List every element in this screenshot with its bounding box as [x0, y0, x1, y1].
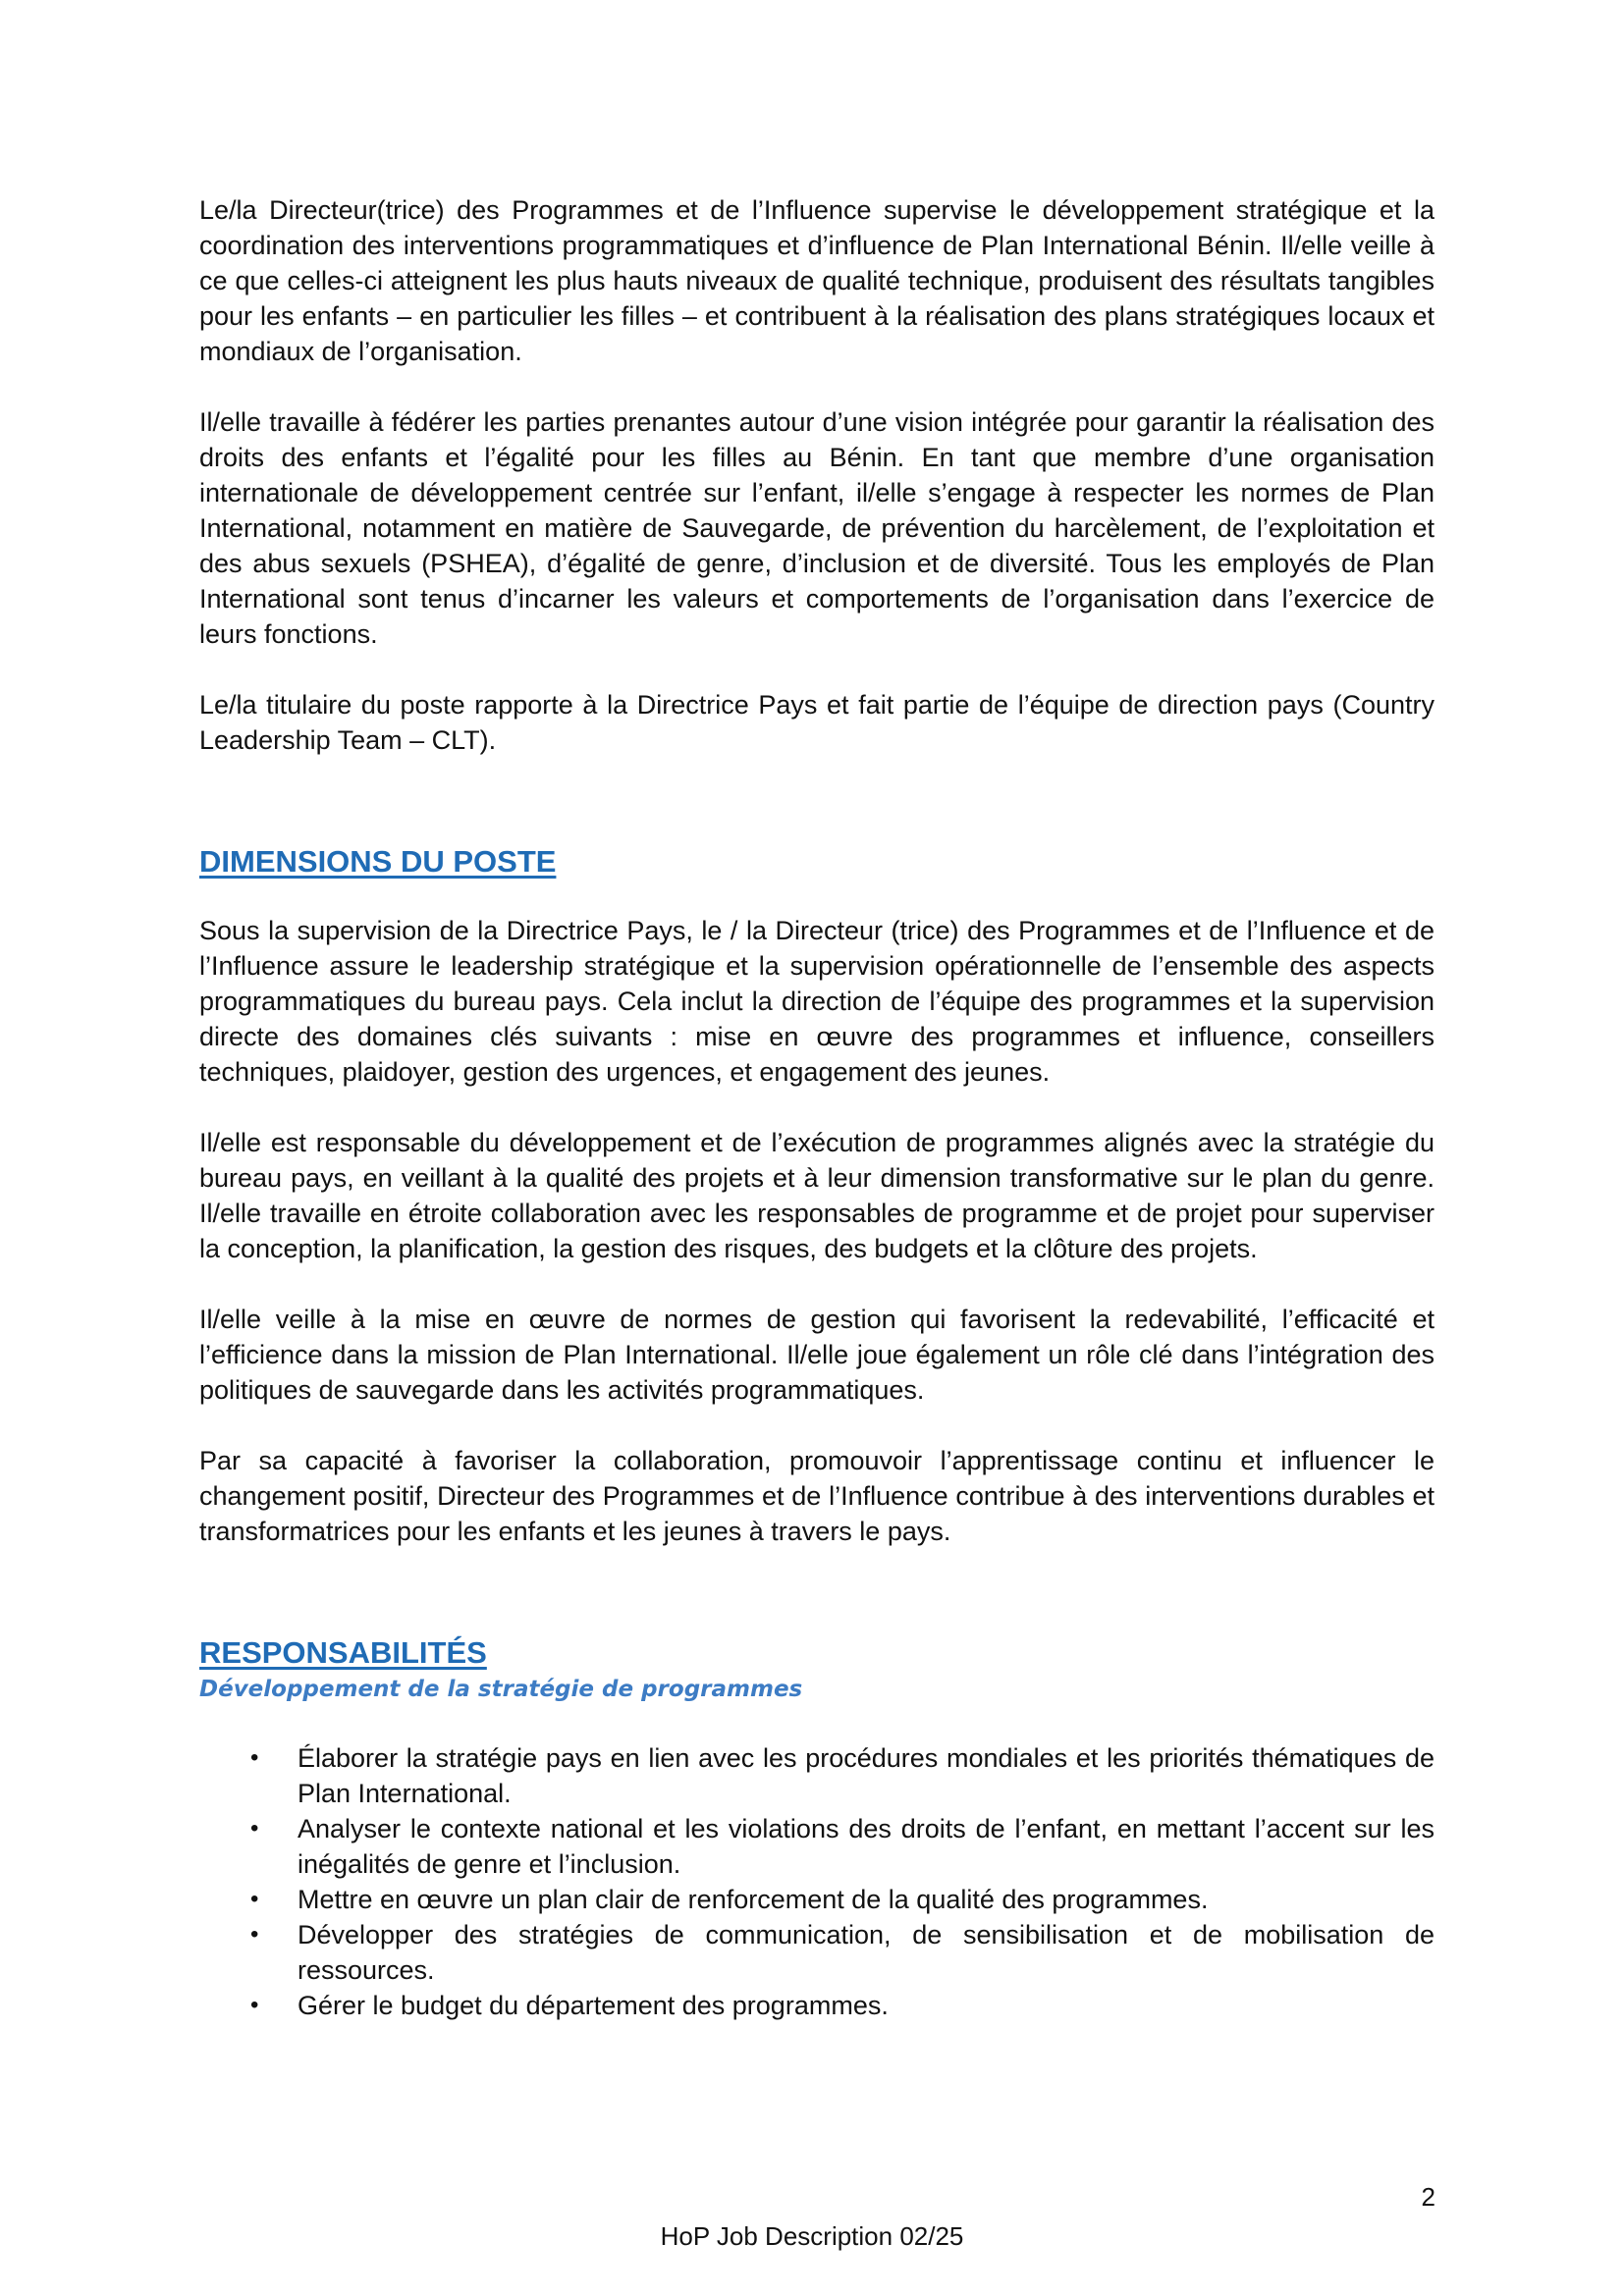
section-heading-responsibilities: RESPONSABILITÉS: [199, 1635, 487, 1670]
dimensions-paragraph: Il/elle veille à la mise en œuvre de normes de gestion qui favorisent la redevabilité, l’efficacité et l’efficience dans la mission de Plan International. Il/elle joue également un rôle clé dans l’intégration des politiques de sauvegarde dans les activités programmatiques.: [199, 1305, 1435, 1405]
section-heading-dimensions: DIMENSIONS DU POSTE: [199, 844, 557, 879]
intro-paragraph: Le/la titulaire du poste rapporte à la Directrice Pays et fait partie de l’équipe de direction pays (Country Leadership Team – CLT).: [199, 690, 1435, 755]
intro-paragraph: Il/elle travaille à fédérer les parties prenantes autour d’une vision intégrée pour garantir la réalisation des droits des enfants et l’égalité pour les filles au Bénin. En tant que membre d’une organisation internationale de développement centrée sur l’enfant, il/elle s’engage à respecter les normes de Plan International, notamment en matière de Sauvegarde, de prévention du harcèlement, de l’exploitation et des abus sexuels (PSHEA), d’égalité de genre, d’inclusion et de diversité. Tous les employés de Plan International sont tenus d’incarner les valeurs et comportements de l’organisation dans l’exercice de leurs fonctions.: [199, 407, 1435, 649]
dimensions-paragraph: Il/elle est responsable du développement et de l’exécution de programmes alignés avec la stratégie du bureau pays, en veillant à la qualité des projets et à leur dimension transformative sur le plan du genre. Il/elle travaille en étroite collaboration avec les responsables de programme et de projet pour superviser la conception, la planification, la gestion des risques, des budgets et la clôture des projets.: [199, 1128, 1435, 1263]
dimensions-paragraph: Sous la supervision de la Directrice Pays, le / la Directeur (trice) des Programmes et de l’Influence et de l’Influence assure le leadership stratégique et la supervision opérationnelle de l’ensemble des aspects programmatiques du bureau pays. Cela inclut la direction de l’équipe des programmes et la supervision directe des domaines clés suivants : mise en œuvre des programmes et influence, conseillers techniques, plaidoyer, gestion des urgences, et engagement des jeunes.: [199, 916, 1435, 1087]
responsibilities-list: [199, 1740, 1435, 2023]
list-item: [199, 1988, 1435, 2023]
bullet-icon: •: [250, 1886, 259, 1912]
intro-section: [199, 192, 1435, 758]
bullet-icon: •: [250, 1744, 259, 1771]
dimensions-paragraph: Par sa capacité à favoriser la collaboration, promouvoir l’apprentissage continu et influencer le changement positif, Directeur des Programmes et de l’Influence contribue à des interventions durables et transformatrices pour les enfants et les jeunes à travers le pays.: [199, 1446, 1435, 1546]
subsection-heading: Développement de la stratégie de programmes: [199, 1677, 803, 1702]
page-number: 2: [1421, 2182, 1435, 2212]
list-item-text: Mettre en œuvre un plan clair de renforcement de la qualité des programmes.: [298, 1885, 1209, 1914]
dimensions-body: [199, 913, 1435, 1549]
responsibilities-section: [199, 1634, 1435, 2023]
bullet-icon: •: [250, 1815, 259, 1842]
list-item: [199, 1740, 1435, 1811]
list-item: [199, 1917, 1435, 1988]
list-item: [199, 1811, 1435, 1882]
bullet-icon: •: [250, 1921, 259, 1948]
page-content: [199, 192, 1435, 2023]
list-item-text: Gérer le budget du département des programmes.: [298, 1991, 889, 2020]
footer-text: HoP Job Description 02/25: [660, 2221, 964, 2251]
list-item-text: Développer des stratégies de communication, de sensibilisation et de mobilisation de ressources.: [298, 1920, 1435, 1985]
intro-paragraph: Le/la Directeur(trice) des Programmes et de l’Influence supervise le développement stratégique et la coordination des interventions programmatiques et d’influence de Plan International Bénin. Il/elle veille à ce que celles-ci atteignent les plus hauts niveaux de qualité technique, produisent des résultats tangibles pour les enfants – en particulier les filles – et contribuent à la réalisation des plans stratégiques locaux et mondiaux de l’organisation.: [199, 195, 1435, 366]
bullet-icon: •: [250, 1992, 259, 2018]
list-item-text: Élaborer la stratégie pays en lien avec les procédures mondiales et les priorités thématiques de Plan International.: [298, 1743, 1435, 1808]
list-item-text: Analyser le contexte national et les violations des droits de l’enfant, en mettant l’accent sur les inégalités de genre et l’inclusion.: [298, 1814, 1435, 1879]
dimensions-section: [199, 843, 1435, 1549]
list-item: [199, 1882, 1435, 1917]
